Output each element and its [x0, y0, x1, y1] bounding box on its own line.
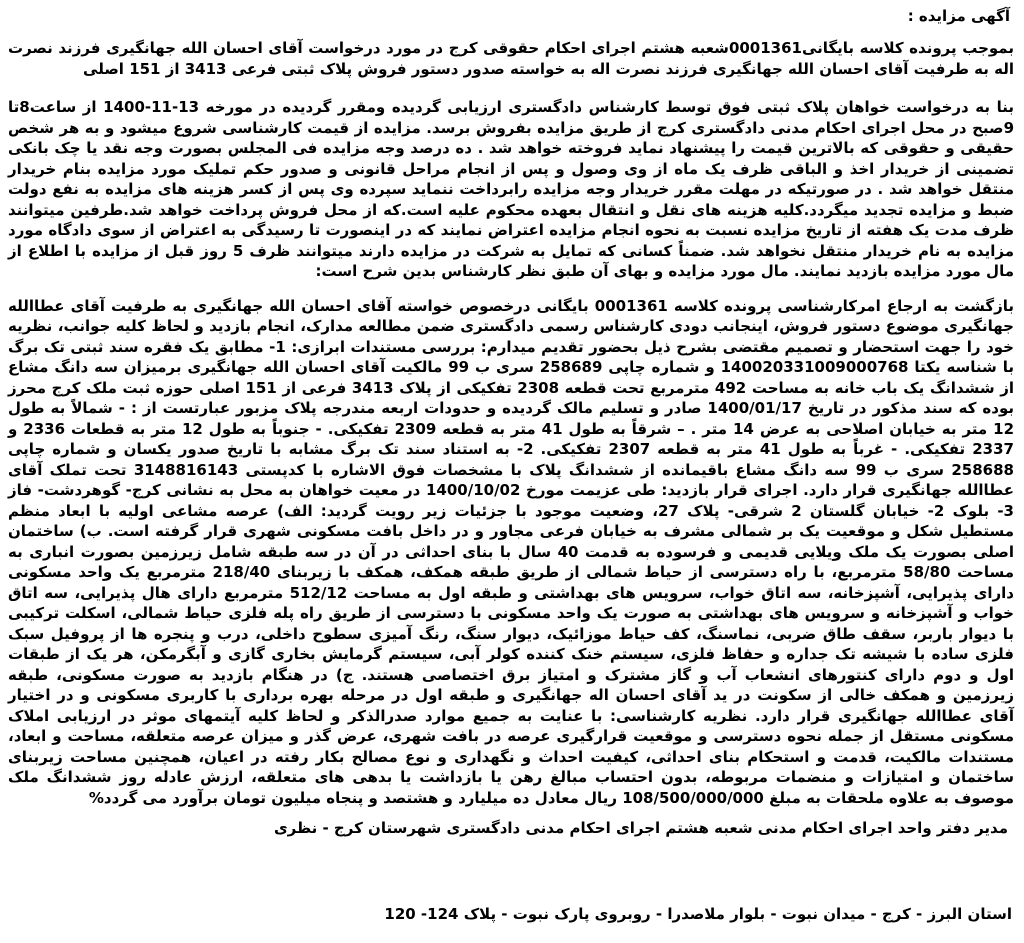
- address-line: استان البرز - کرج - میدان نبوت - بلوار ملاصدرا - روبروی پارک نبوت - پلاک 124- 120: [384, 905, 1012, 923]
- auction-terms-paragraph: بنا به درخواست خواهان پلاک ثبتی فوق توسط کارشناس دادگستری ارزیابی گردیده ومقرر گردیده در مورخه 13-11-1400 از ساعت8تا 9صبح در محل اجرای احکام مدنی دادگستری کرج از طریق مزایده بفروش برسد. مزایده از قیمت کارشناسی شروع میشود و به هر شخص حقیقی و حقوقی که بالاترین قیمت را پیشنهاد نماید فروخته خواهد شد . ده درصد وجه مزایده فی المجلس بصورت وجه نقد یا چک بانکی تضمینی از خریدار اخذ و الباقی ظرف یک ماه از وی وصول و پس از انجام مراحل قانونی و صدور حکم تملیک مورد مزایده بنام خریدار منتقل خواهد شد . در صورتیکه در مهلت مقرر خریدار وجه مزایده رابرداخت ننماید سپرده وی پس از کسر هزینه های مزایده به نفع دولت ضبط و مزایده تجدید میگردد.کلیه هزینه های نقل و انتقال بعهده محکوم علیه است.که از محل فروش پرداخت خواهد شد.طرفین میتوانند ظرف مدت یک هفته از تاریخ مزایده نسبت به نحوه انجام مزایده اعتراض نمایند که در اینصورت تا رسیدگی به اعتراض از سوی دادگاه مورد مزایده به نام خریدار منتقل نخواهد شد. ضمناً کسانی که تمایل به شرکت در مزایده دارند میتوانند ظرف 5 روز قبل از مزایده با اطلاع از مال مورد مزایده بازدید نمایند. مال مورد مزایده و بهای آن طبق نظر کارشناس بدین شرح است:: [8, 98, 1014, 280]
- notice-title: آگهی مزایده :: [907, 7, 1010, 25]
- notice-intro-paragraph: بموجب پرونده کلاسه بایگانی0001361شعبه هشتم اجرای احکام حقوقی کرج در مورد درخواست آقای احسان الله جهانگیری فرزند نصرت اله به طرفیت آقای احسان الله جهانگیری فرزند نصرت اله به خواسته صدور دستور فروش پلاک ثبتی فرعی 3413 از 151 اصلی: [8, 39, 1014, 78]
- signature-line: مدیر دفتر واحد اجرای احکام مدنی شعبه هشتم اجرای احکام مدنی دادگستری شهرستان کرج - نظری: [273, 819, 1008, 837]
- expert-report-paragraph: بازگشت به ارجاع امرکارشناسی پرونده کلاسه 0001361 بایگانی درخصوص خواسته آقای احسان الله جهانگیری به طرفیت آقای عطاالله جهانگیری موضوع دستور فروش، اینجانب دودی کارشناس رسمی دادگستری ضمن مطالعه مدارک، انجام بازدید و لحاظ کلیه جوانب، نظریه خود را جهت استحضار و تصمیم مقتضی بشرح ذیل بحضور تقدیم میدارم: بررسی مستندات ابرازی: 1- مطابق یک فقره سند ثبتی تک برگ با شناسه یکتا 140020331009000768 و شماره چاپی 258689 سری ب 99 مالکیت آقای احسان الله جهانگیری برمیزان سه دانگ مشاع از ششدانگ یک باب خانه به مساحت 492 مترمربع تحت قطعه 2308 تفکیکی از پلاک 3413 فرعی از 151 اصلی حوزه ثبت ملک کرج محرز بوده که سند مذکور در تاریخ 1400/01/17 صادر و تسلیم مالک گردیده و حدودات اربعه مندرجه پلاک مزبور عبارتست از : - شمالاً به طول 12 متر به خیابان اصلاحی به عرض 14 متر . – شرقاً به طول 41 متر به قطعه 2309 تفکیکی. - جنوباً به طول 12 متر به قطعات 2336 و 2337 تفکیکی. - غرباً به طول 41 متر به قطعه 2307 تفکیکی. 2- به استناد سند تک برگ مشابه با تاریخ صدور یکسان و شماره چاپی 258688 سری ب 99 سه دانگ مشاع باقیمانده از ششدانگ پلاک با مشخصات فوق الاشاره با کدپستی 3148816143 تحت تملک آقای عطاالله جهانگیری قرار دارد. اجرای قرار بازدید: طی عزیمت مورخ 1400/10/02 در معیت خواهان به محل به نشانی کرج- گوهردشت- فاز 3- بلوک 2- خیابان گلستان 2 شرقی- پلاک 27، وضعیت موجود با جزئیات زیر رویت گردید: الف) عرصه مشاعی اولیه با ابعاد منظم مستطیل شکل و موقعیت یک بر شمالی مشرف به خیابان فرعی مجاور و در داخل بافت مسکونی شهری قرار گرفته است. ب) ساختمان اصلی بصورت یک ملک ویلایی قدیمی و فرسوده به قدمت 40 سال با بنای احداثی در آن در سه طبقه شامل زیرزمین بصورت انباری به مساحت 58/80 مترمربع، با راه دسترسی از حیاط شمالی از طریق طبقه همکف، همکف با زیربنای 218/40 مترمربع یک واحد مسکونی دارای پذیرایی، آشپزخانه، سه اتاق خواب، سرویس های بهداشتی و طبقه اول به مساحت 512/12 مترمربع دارای هال پذیرایی، سه اتاق خواب و آشپزخانه و سرویس های بهداشتی به صورت یک واحد مسکونی با دسترسی از طریق راه پله فلزی حیاط شمالی، اسکلت ترکیبی با دیوار باربر، سقف طاق ضربی، نماسنگ، کف حیاط موزائیک، دیوار سنگ، رنگ آمیزی سطوح داخلی، درب و پنجره ها از پروفیل سبک فلزی ساده با شیشه تک جداره و حفاظ فلزی، سیستم خنک کننده کولر آبی، سیستم گرمایش بخاری گازی و آبگرمکن، هر یک از طبقات اول و دوم دارای کنتورهای انشعاب آب و گاز مشترک و امتیاز برق اختصاصی هستند. ج) در هنگام بازدید به صورت مسکونی، طبقه زیرزمین و همکف خالی از سکونت در ید آقای احسان اله جهانگیری و طبقه اول در مرحله بهره برداری با کاربری مسکونی و در اختیار آقای عطاالله جهانگیری قرار دارد. نظریه کارشناسی: با عنایت به جمیع موارد صدرالذکر و لحاظ کلیه آیتمهای موثر در ارزیابی املاک مسکونی مستقل از جمله نحوه دسترسی و موقعیت قرارگیری عرصه در بافت شهری، عرض گذر و میزان عرصه متعلقه، مساحت و ابعاد، مستندات مالکیت، قدمت و استحکام بنای احداثی، کیفیت احداث و نگهداری و نوع مصالح بکار رفته در اعیان، همچنین مساحت زیربنای ساختمان و امتیازات و منضمات مربوطه، بدون احتساب مبالغ رهن یا بازداشت یا بدهی های متعلقه، ارزش عادله روز ششدانگ ملک موصوف به علاوه ملحقات به مبلغ 108/500/000/000 ریال معادل ده میلیارد و هشتصد و پنجاه میلیون تومان برآورد می گردد%: [8, 296, 1015, 807]
